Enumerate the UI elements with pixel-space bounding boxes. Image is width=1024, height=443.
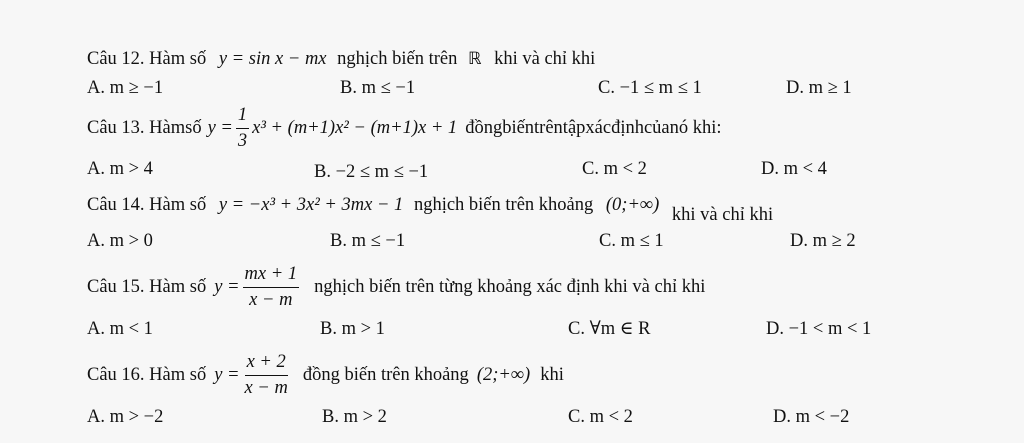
question-13-fraction	[236, 106, 249, 150]
question-15-option-d: D. −1 < m < 1	[766, 319, 872, 339]
question-12-formula: y = sin x − mx	[218, 49, 327, 69]
question-12-option-c: C. −1 ≤ m ≤ 1	[598, 78, 702, 98]
question-16-option-d: D. m < −2	[773, 407, 850, 427]
question-13-tail: đồngbiếntrêntậpxácđịnhcủanó khi:	[465, 117, 722, 138]
question-12-option-a: A. m ≥ −1	[87, 78, 164, 98]
question-13-option-b: B. −2 ≤ m ≤ −1	[314, 162, 429, 182]
question-15-label: Câu 15. Hàm số	[87, 276, 207, 297]
question-14-text: nghịch biến trên khoảng	[413, 195, 594, 215]
question-13-label: Câu 13. Hàmsố	[87, 117, 202, 138]
question-13-option-a: A. m > 4	[87, 159, 153, 179]
question-15-fraction	[243, 265, 300, 309]
real-numbers-symbol: ℝ	[468, 49, 482, 69]
question-14-option-c: C. m ≤ 1	[599, 231, 664, 251]
fraction-numerator: 1	[236, 106, 249, 129]
question-12-text: nghịch biến trên	[337, 49, 458, 69]
question-16-option-a: A. m > −2	[87, 407, 164, 427]
question-12-tail: khi và chỉ khi	[494, 49, 596, 69]
question-12-option-b: B. m ≤ −1	[340, 78, 416, 98]
question-12-label: Câu 12. Hàm số	[87, 49, 207, 69]
question-15-option-c: C. ∀m ∈ R	[568, 319, 651, 339]
question-16-option-c: C. m < 2	[568, 407, 633, 427]
question-16-lhs: y =	[214, 364, 240, 385]
question-13-stem	[87, 103, 722, 153]
question-16-tail: khi	[540, 364, 564, 385]
next-question-cutoff	[87, 437, 807, 443]
question-13-formula: x³ + (m+1)x² − (m+1)x + 1	[252, 117, 458, 138]
question-15-stem	[87, 260, 705, 314]
question-15-lhs: y =	[214, 276, 240, 297]
question-14-label: Câu 14. Hàm số	[87, 195, 207, 215]
question-16-stem	[87, 348, 564, 402]
fraction-denominator: 3	[237, 130, 248, 151]
fraction-denominator: x − m	[244, 377, 288, 398]
question-16-fraction	[243, 353, 290, 397]
fraction-numerator: x + 2	[245, 353, 288, 376]
question-15-option-b: B. m > 1	[320, 319, 385, 339]
question-13-option-c: C. m < 2	[582, 159, 647, 179]
question-12-option-d: D. m ≥ 1	[786, 78, 852, 98]
question-16-text: đồng biến trên khoảng	[302, 364, 469, 385]
fraction-numerator: mx + 1	[243, 265, 300, 288]
question-12-stem	[87, 50, 595, 69]
question-13-option-d: D. m < 4	[761, 159, 827, 179]
question-16-option-b: B. m > 2	[322, 407, 387, 427]
question-14-option-a: A. m > 0	[87, 231, 153, 251]
question-13-lhs: y =	[207, 117, 233, 138]
question-16-label: Câu 16. Hàm số	[87, 364, 207, 385]
question-14-stem	[87, 195, 774, 225]
question-14-option-b: B. m ≤ −1	[330, 231, 406, 251]
question-14-tail: khi và chỉ khi	[671, 205, 774, 225]
question-16-interval: (2;+∞)	[476, 364, 531, 385]
question-15-option-a: A. m < 1	[87, 319, 153, 339]
question-14-option-d: D. m ≥ 2	[790, 231, 856, 251]
question-14-interval: (0;+∞)	[605, 195, 660, 215]
fraction-denominator: x − m	[249, 289, 293, 310]
question-14-formula: y = −x³ + 3x² + 3mx − 1	[218, 195, 404, 215]
question-15-tail: nghịch biến trên từng khoảng xác định khi và chỉ khi	[314, 276, 706, 297]
